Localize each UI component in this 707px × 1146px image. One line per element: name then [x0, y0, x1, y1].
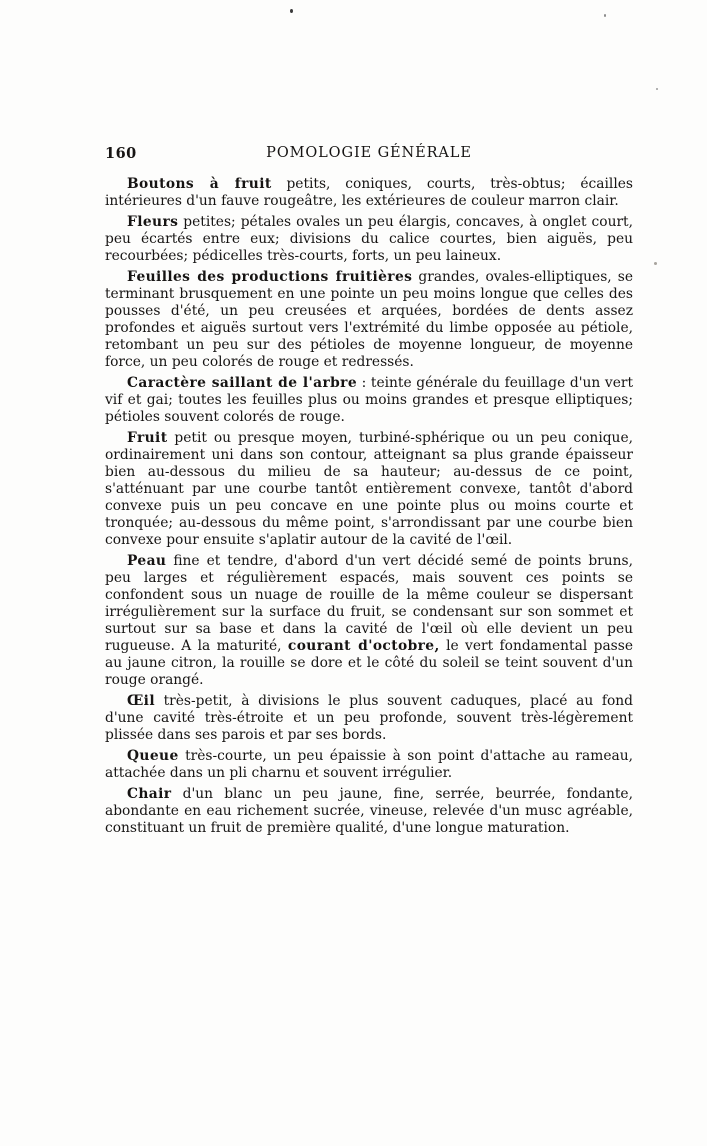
scan-speck — [604, 14, 606, 17]
paragraph — [105, 693, 633, 744]
paragraph — [105, 786, 633, 837]
page-header — [105, 145, 633, 163]
paragraph-text: petit ou presque moyen, turbiné-sphérique ou un peu conique, ordinairement uni dans son contour, atteignant sa plus grande épaisseur bien au-dessous du milieu de sa hauteur; au-dessus de ce point, s'atténuant par une courbe tantôt entièrement convexe, tantôt d'abord convexe puis un peu concave en une pointe plus ou moins courte et tronquée; au-dessous du même point, s'arrondissant par une courbe bien convexe pour ensuite s'aplatir autour de la cavité de l'œil. — [105, 430, 633, 548]
page-number: 160 — [105, 145, 137, 162]
paragraph-text: d'un blanc un peu jaune, fine, serrée, beurrée, fondante, abondante en eau richement sucrée, vineuse, relevée d'un musc agréable, constituant un fruit de première qualité, d'une longue maturation. — [105, 786, 633, 836]
paragraph-text: petites; pétales ovales un peu élargis, concaves, à onglet court, peu écartés entre eux; divisions du calice courtes, bien aiguës, peu recourbées; pédicelles très-courts, forts, un peu laineux. — [105, 214, 633, 264]
scan-speck — [290, 9, 293, 13]
paragraph-text: petits, coniques, courts, très-obtus; écailles intérieures d'un fauve rougeâtre, les extérieures de couleur marron clair. — [105, 176, 633, 209]
paragraph — [105, 748, 633, 782]
paragraph-text: grandes, ovales-elliptiques, se terminant brusquement en une pointe un peu moins longue que celles des pousses d'été, un peu creusées et arquées, bordées de dents assez profondes et aiguës surtout vers l'extrémité du limbe opposée au pétiole, retombant un peu sur des pétioles de moyenne longueur, de moyenne force, un peu colorés de rouge et redressés. — [105, 269, 633, 370]
paragraph — [105, 176, 633, 210]
paragraph-lead: Queue — [127, 748, 179, 764]
scan-speck — [656, 88, 658, 90]
paragraph-text: fine et tendre, d'abord d'un vert décidé semé de points bruns, peu larges et régulièrement espacés, mais souvent ces points se confondent sous un nuage de rouille de la même couleur se dispersant irrégulièrement sur la surface du fruit, se condensant sur son sommet et surtout sur sa base et dans la cavité de l'œil où elle devient un peu rugueuse. A la maturité, — [105, 553, 633, 654]
paragraph-lead: Œil — [127, 693, 155, 709]
paragraph-text: très-courte, un peu épaissie à son point d'attache au rameau, attachée dans un pli charnu et souvent irrégulier. — [105, 748, 633, 781]
paragraph-lead: Chair — [127, 786, 172, 802]
paragraph-lead: Caractère saillant de l'arbre — [127, 375, 358, 391]
paragraph-text: : teinte générale du feuillage d'un vert vif et gai; toutes les feuilles plus ou moins grandes et presque elliptiques; pétioles souvent colorés de rouge. — [105, 375, 633, 425]
paragraph — [105, 375, 633, 426]
scan-speck — [654, 262, 657, 265]
paragraph-lead: Feuilles des productions fruitières — [127, 269, 413, 285]
paragraph — [105, 430, 633, 549]
paragraph-lead: Peau — [127, 553, 167, 569]
page-body — [105, 176, 633, 841]
running-title: POMOLOGIE GÉNÉRALE — [266, 145, 472, 161]
paragraph-text: très-petit, à divisions le plus souvent caduques, placé au fond d'une cavité très-étroite et un peu profonde, souvent très-légèrement plissée dans ses parois et par ses bords. — [105, 693, 633, 743]
paragraph-lead: Fleurs — [127, 214, 179, 230]
paragraph — [105, 553, 633, 689]
paragraph-text: le vert fondamental passe au jaune citron, la rouille se dore et le côté du soleil se teint souvent d'un rouge orangé. — [105, 638, 633, 688]
paragraph-lead: Boutons à fruit — [127, 176, 272, 192]
paragraph-lead: Fruit — [127, 430, 168, 446]
paragraph — [105, 269, 633, 371]
paragraph-lead: courant d'octobre, — [287, 638, 440, 654]
paragraph — [105, 214, 633, 265]
